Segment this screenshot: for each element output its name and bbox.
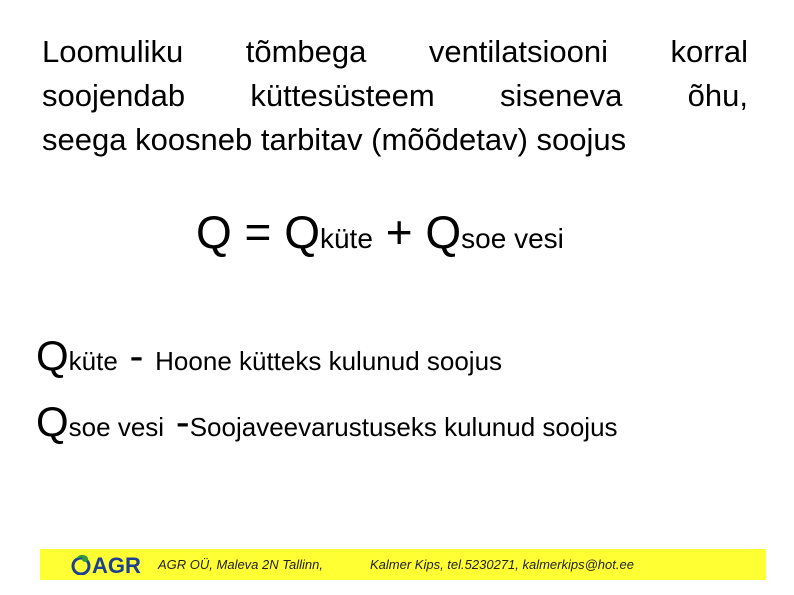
definition-subscript: soe vesi — [68, 412, 165, 442]
intro-paragraph — [42, 30, 748, 162]
definition-subscript: küte — [68, 346, 118, 376]
definition-symbol: Q — [36, 398, 69, 445]
heat-formula — [196, 205, 564, 259]
formula-subscript-soe-vesi: soe vesi — [461, 223, 564, 254]
definition-kute — [36, 332, 502, 380]
definition-soe-vesi — [36, 398, 618, 446]
agr-logo-text: AGR — [92, 553, 141, 578]
intro-line-2: soojendab küttesüsteem siseneva õhu, — [42, 78, 748, 113]
footer-contact: Kalmer Kips, tel.5230271, kalmerkips@hot.ee — [370, 557, 634, 572]
footer-company: AGR OÜ, Maleva 2N Tallinn, — [158, 557, 323, 572]
agr-logo-mark-icon — [70, 553, 92, 575]
definition-symbol: Q — [36, 332, 69, 379]
definition-dash: - — [164, 398, 190, 445]
formula-lhs: Q = Q — [196, 206, 320, 258]
definition-text: Soojaveevarustuseks kulunud soojus — [189, 412, 618, 442]
intro-line-3: seega koosneb tarbitav (mõõdetav) soojus — [42, 122, 627, 157]
formula-plus: + Q — [372, 206, 462, 258]
definition-text: Hoone kütteks kulunud soojus — [155, 346, 503, 376]
agr-logo — [70, 552, 150, 577]
formula-subscript-kute: küte — [319, 223, 373, 254]
definition-dash: - — [117, 332, 156, 379]
intro-line-1: Loomuliku tõmbega ventilatsiooni korral — [42, 34, 748, 69]
footer-bar — [40, 549, 766, 580]
